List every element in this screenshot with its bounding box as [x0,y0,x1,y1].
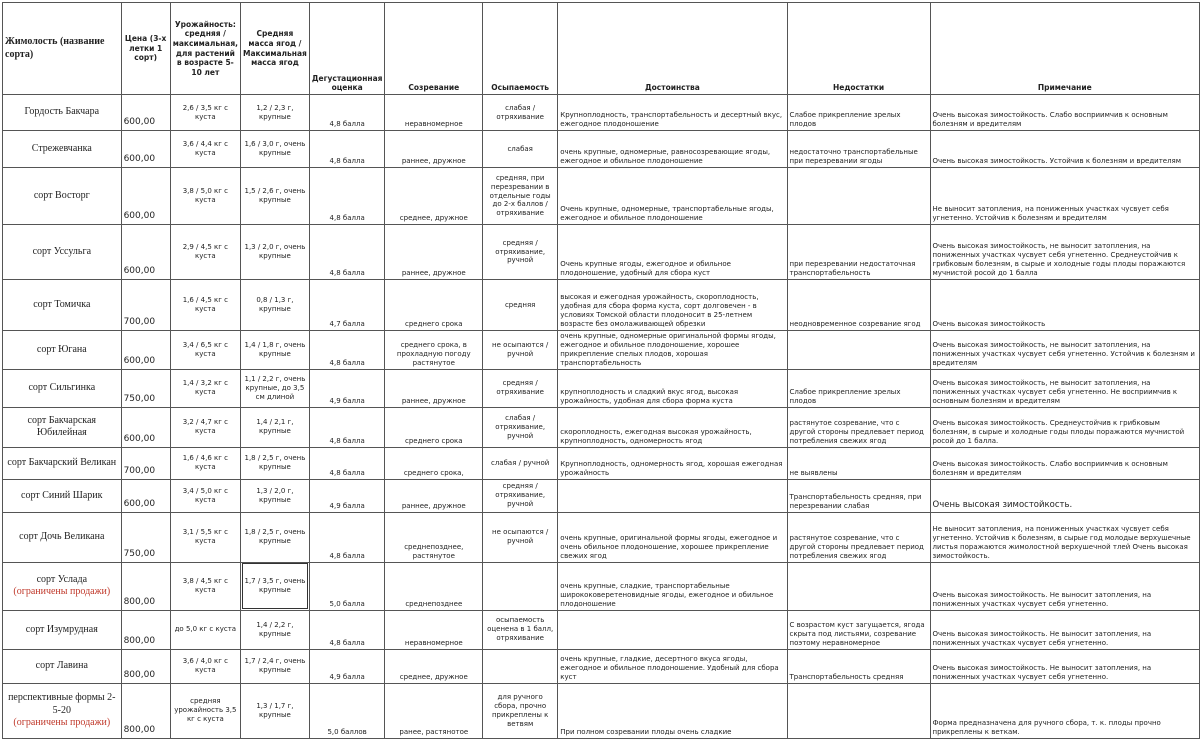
cell-cons[interactable] [787,331,930,370]
header-yield[interactable]: Урожайность: средняя / максимальная, для растений в возрасте 5-10 лет [170,3,240,95]
cell-ripening[interactable]: раннее, дружное [385,479,483,512]
table-body [3,95,1200,739]
header-row [3,3,1200,95]
table-row [3,131,1200,168]
cell-note[interactable]: Не выносит затопления, на пониженных участках чусвует себя угнетенно. Устойчив к болезням и вредителям [930,168,1199,225]
table-row [3,225,1200,280]
cell-price[interactable]: 700,00 [121,447,170,479]
table-row [3,331,1200,370]
cell-shedding[interactable]: осыпаемость оценена в 1 балл, отряхивание [483,610,558,649]
variety-name: сорт Бакчарская Юбилейная [27,414,97,439]
header-taste[interactable]: Дегустационная оценка [309,3,385,95]
header-note[interactable]: Примечание [930,3,1199,95]
table-row [3,562,1200,610]
table-row [3,168,1200,225]
cell-note[interactable]: Очень высокая зимостойкость, не выносит затопления, на пониженных участках чусвует себя угнетенно. Не восприимчив к основным болезням и вредителям [930,369,1199,407]
variety-name: Гордость Бакчара [24,106,100,118]
cell-taste[interactable]: 4,9 балла [309,369,385,407]
cell-pros[interactable]: очень крупные, сладкие, транспортабельные ширококоверетеновидные ягоды, ежегодное и обильное плодоношение [558,562,787,610]
cell-note[interactable]: Очень высокая зимостойкость. Не выносит затопления, на пониженных участках чусвует себя угнетенно. [930,562,1199,610]
cell-note[interactable]: Очень высокая зимостойкость, не выносит затопления, на пониженных участках чусвует себя угнетенно. Устойчив к болезням и вредителям [930,331,1199,370]
cell-name[interactable] [3,683,122,738]
cell-shedding[interactable]: средняя / отряхивание, ручной [483,225,558,280]
cell-cons[interactable]: Слабое прикрепление зрелых плодов [787,95,930,131]
cell-mass[interactable]: 1,2 / 2,3 г, крупные [241,95,310,131]
cell-ripening[interactable]: среднего срока [385,280,483,331]
cell-note[interactable]: Очень высокая зимостойкость. Слабо восприимчив к основным болезням и вредителям [930,447,1199,479]
cell-pros[interactable]: высокая и ежегодная урожайность, скороплодность, удобная для сбора форма куста, сорт долговечен - в условиях Томской области плодоносит в 25-летнем возрасте без омолаживающей обрезки [558,280,787,331]
cell-shedding[interactable]: средняя, при перезревании в отдельные годы до 2-х баллов / отряхивание [483,168,558,225]
sales-limited-note: (ограничены продажи) [13,717,111,729]
cell-ripening[interactable]: среднего срока, [385,447,483,479]
cell-price[interactable]: 600,00 [121,331,170,370]
table-row [3,95,1200,131]
cell-note[interactable]: Не выносит затопления, на пониженных участках чусвует себя угнетенно. Устойчив к болезням, в сырые год молодые верхушечные листья поражаются жимолостной верхушечной тлей Очень высокая зимостойкость. [930,512,1199,562]
cell-cons[interactable]: не выявлены [787,447,930,479]
cell-yield[interactable]: 1,4 / 3,2 кг с куста [170,369,240,407]
cell-cons[interactable] [787,168,930,225]
cell-shedding[interactable]: слабая / отряхивание, ручной [483,407,558,447]
cell-pros[interactable]: очень крупные, одномерные, равносозревающие ягоды, ежегодное и обильное плодоношение [558,131,787,168]
cell-cons[interactable]: С возрастом куст загущается, ягода скрыта под листьями, созревание поэтому неравномерное [787,610,930,649]
cell-taste[interactable]: 4,8 балла [309,225,385,280]
cell-yield[interactable]: 3,1 / 5,5 кг с куста [170,512,240,562]
cell-ripening[interactable]: среднее, дружное [385,168,483,225]
cell-name[interactable] [3,280,122,331]
cell-mass[interactable]: 1,3 / 1,7 г, крупные [241,683,310,738]
cell-taste[interactable]: 4,9 балла [309,649,385,683]
cell-ripening[interactable]: ранее, растянотое [385,683,483,738]
cell-pros[interactable]: Крупноплодность, одномерность ягод, хорошая ежегодная урожайность [558,447,787,479]
cell-shedding[interactable]: слабая [483,131,558,168]
cell-yield[interactable]: 3,6 / 4,0 кг с куста [170,649,240,683]
cell-note[interactable]: Очень высокая зимостойкость. Среднеустойчив к грибковым болезням, в сырые и холодные годы плоды поражаются мучнистой росой до 1 балла. [930,407,1199,447]
cell-shedding[interactable]: для ручного сбора, прочно прикреплены к ветвям [483,683,558,738]
cell-name[interactable] [3,131,122,168]
cell-mass[interactable]: 1,5 / 2,6 г, очень крупные [241,168,310,225]
variety-name: сорт Сильгинка [28,382,96,394]
cell-taste[interactable]: 4,8 балла [309,447,385,479]
cell-cons[interactable]: неодновременное созревание ягод [787,280,930,331]
cell-taste[interactable]: 4,8 балла [309,131,385,168]
cell-mass[interactable]: 1,3 / 2,0 г, очень крупные [241,225,310,280]
cell-cons[interactable]: недостаточно транспортабельные при перезревании ягоды [787,131,930,168]
table-row [3,447,1200,479]
cell-cons[interactable] [787,683,930,738]
header-pros[interactable]: Достоинства [558,3,787,95]
cell-mass[interactable]: 0,8 / 1,3 г, крупные [241,280,310,331]
cell-price[interactable]: 700,00 [121,280,170,331]
cell-shedding[interactable]: средняя / отряхивание [483,369,558,407]
cell-taste[interactable]: 4,8 балла [309,407,385,447]
cell-price[interactable]: 800,00 [121,683,170,738]
cell-cons[interactable]: Слабое прикрепление зрелых плодов [787,369,930,407]
cell-pros[interactable]: Очень крупные ягоды, ежегодное и обильное плодоношение, удобный для сбора куст [558,225,787,280]
varieties-table [2,2,1200,739]
cell-name[interactable] [3,369,122,407]
table-row [3,369,1200,407]
cell-pros[interactable]: очень крупные, гладкие, десертного вкуса ягоды, ежегодное и обильное плодоношение. Удобный для сбора куст [558,649,787,683]
cell-mass[interactable]: 1,7 / 3,5 г, очень крупные [241,562,310,610]
cell-taste[interactable]: 4,8 балла [309,512,385,562]
table-row [3,407,1200,447]
cell-cons[interactable]: при перезревании недостаточная транспортабельность [787,225,930,280]
cell-note[interactable]: Очень высокая зимостойкость. Не выносит затопления, на пониженных участках чусвует себя угнетенно. [930,649,1199,683]
cell-yield[interactable]: средняя урожайность 3,5 кг с куста [170,683,240,738]
cell-name[interactable] [3,447,122,479]
cell-shedding[interactable]: не осыпаются / ручной [483,331,558,370]
cell-yield[interactable]: 3,6 / 4,4 кг с куста [170,131,240,168]
header-shedding[interactable]: Осыпаемость [483,3,558,95]
cell-taste[interactable]: 4,8 балла [309,331,385,370]
cell-cons[interactable]: Транспортабельность средняя, при перезревании слабая [787,479,930,512]
cell-shedding[interactable] [483,562,558,610]
cell-mass[interactable]: 1,6 / 3,0 г, очень крупные [241,131,310,168]
cell-note[interactable]: Очень высокая зимостойкость. Не выносит затопления, на пониженных участках чусвует себя угнетенно. [930,610,1199,649]
cell-name[interactable] [3,331,122,370]
cell-shedding[interactable]: средняя [483,280,558,331]
cell-note[interactable]: Очень высокая зимостойкость. Слабо восприимчив к основным болезням и вредителям [930,95,1199,131]
variety-name: сорт Дочь Великана [19,531,105,543]
header-cons[interactable]: Недостатки [787,3,930,95]
variety-name: сорт Изумрудная [25,623,98,635]
cell-ripening[interactable]: раннее, дружное [385,131,483,168]
cell-name[interactable] [3,95,122,131]
variety-name: сорт Уссульга [32,245,92,257]
table-row [3,512,1200,562]
cell-price[interactable]: 800,00 [121,610,170,649]
table-row [3,280,1200,331]
variety-name: сорт Лавина [35,660,88,672]
cell-name[interactable] [3,562,122,610]
cell-pros[interactable]: Очень крупные, одномерные, транспортабельные ягоды, ежегодное и обильное плодоношение [558,168,787,225]
cell-cons[interactable]: растянутое созревание, что с другой стороны предлевает период потребления свежих ягод [787,512,930,562]
cell-price[interactable]: 600,00 [121,407,170,447]
cell-yield[interactable]: 1,6 / 4,6 кг с куста [170,447,240,479]
cell-shedding[interactable]: слабая / отряхивание [483,95,558,131]
header-mass[interactable]: Средняя масса ягод / Максимальная масса ягод [241,3,310,95]
cell-name[interactable] [3,168,122,225]
cell-cons[interactable] [787,562,930,610]
cell-ripening[interactable]: среднее, дружное [385,649,483,683]
cell-price[interactable]: 800,00 [121,562,170,610]
cell-yield[interactable]: 3,8 / 4,5 кг с куста [170,562,240,610]
cell-yield[interactable]: 3,4 / 6,5 кг с куста [170,331,240,370]
cell-name[interactable] [3,512,122,562]
cell-taste[interactable]: 5,0 баллов [309,683,385,738]
cell-price[interactable]: 750,00 [121,512,170,562]
cell-name[interactable] [3,407,122,447]
cell-pros[interactable] [558,610,787,649]
cell-taste[interactable]: 4,8 балла [309,168,385,225]
cell-price[interactable]: 600,00 [121,225,170,280]
cell-ripening[interactable]: среднего срока [385,407,483,447]
cell-mass[interactable]: 1,8 / 2,5 г, очень крупные [241,447,310,479]
cell-yield[interactable]: 3,2 / 4,7 кг с куста [170,407,240,447]
cell-ripening[interactable]: раннее, дружное [385,225,483,280]
cell-yield[interactable]: 3,8 / 5,0 кг с куста [170,168,240,225]
cell-yield[interactable]: 2,9 / 4,5 кг с куста [170,225,240,280]
variety-name: сорт Услада [36,573,88,585]
cell-shedding[interactable]: не осыпаются / ручной [483,512,558,562]
cell-yield[interactable]: 2,6 / 3,5 кг с куста [170,95,240,131]
table-row [3,683,1200,738]
table-row [3,479,1200,512]
cell-mass[interactable]: 1,8 / 2,5 г, очень крупные [241,512,310,562]
cell-note[interactable]: Очень высокая зимостойкость. Устойчив к болезням и вредителям [930,131,1199,168]
cell-price[interactable]: 750,00 [121,369,170,407]
cell-ripening[interactable]: среднепозднее [385,562,483,610]
cell-ripening[interactable]: неравномерное [385,610,483,649]
cell-name[interactable] [3,649,122,683]
table-row [3,649,1200,683]
cell-mass[interactable]: 1,3 / 2,0 г, крупные [241,479,310,512]
cell-yield[interactable]: 3,4 / 5,0 кг с куста [170,479,240,512]
cell-ripening[interactable]: неравномерное [385,95,483,131]
cell-shedding[interactable]: слабая / ручной [483,447,558,479]
cell-ripening[interactable]: раннее, дружное [385,369,483,407]
cell-price[interactable]: 600,00 [121,168,170,225]
variety-name: сорт Синий Шарик [21,489,103,501]
cell-cons[interactable]: Транспортабельность средняя [787,649,930,683]
cell-mass[interactable]: 1,7 / 2,4 г, очень крупные [241,649,310,683]
header-name[interactable]: Жимолость (название сорта) [3,3,122,95]
header-ripening[interactable]: Созревание [385,3,483,95]
variety-name: сорт Бакчарский Великан [7,457,117,469]
cell-taste[interactable]: 4,8 балла [309,610,385,649]
cell-mass[interactable]: 1,4 / 2,1 г, крупные [241,407,310,447]
cell-cons[interactable]: растянутое созревание, что с другой стороны предлевает период потребления свежих ягод [787,407,930,447]
cell-yield[interactable]: до 5,0 кг с куста [170,610,240,649]
header-price[interactable]: Цена (3-х летки 1 сорт) [121,3,170,95]
cell-taste[interactable]: 4,8 балла [309,95,385,131]
sales-limited-note: (ограничены продажи) [13,586,111,598]
cell-pros[interactable] [558,479,787,512]
variety-name: сорт Югана [36,343,87,355]
variety-name: сорт Восторг [33,189,90,201]
cell-note[interactable]: Очень высокая зимостойкость, не выносит затопления, на пониженных участках чусвует себя угнетенно. Среднеустойчив к грибковым болезням, в сырые и холодные годы плоды поражаются мучнистой росой до 1 балла [930,225,1199,280]
cell-price[interactable]: 600,00 [121,95,170,131]
cell-shedding[interactable]: средняя / отряхивание, ручной [483,479,558,512]
cell-mass[interactable]: 1,4 / 2,2 г, крупные [241,610,310,649]
cell-pros[interactable]: Крупноплодность, транспортабельность и десертный вкус, ежегодное плодоношение [558,95,787,131]
cell-note[interactable]: Очень высокая зимостойкость [930,280,1199,331]
cell-name[interactable] [3,225,122,280]
cell-price[interactable]: 600,00 [121,479,170,512]
cell-mass[interactable]: 1,4 / 1,8 г, очень крупные [241,331,310,370]
cell-mass[interactable]: 1,1 / 2,2 г, очень крупные, до 3,5 см длиной [241,369,310,407]
cell-taste[interactable]: 4,9 балла [309,479,385,512]
cell-price[interactable]: 600,00 [121,131,170,168]
cell-ripening[interactable]: среднего срока, в прохладную погоду растянутое [385,331,483,370]
table-row [3,610,1200,649]
variety-name: перспективные формы 2-5-20 [8,692,116,716]
variety-name: сорт Томичка [33,298,91,310]
cell-name[interactable] [3,610,122,649]
cell-note[interactable]: Очень высокая зимостойкость. [930,479,1199,512]
cell-pros[interactable]: При полном созревании плоды очень сладкие [558,683,787,738]
cell-pros[interactable]: крупноплодность и сладкий вкус ягод, высокая урожайность, удобная для сбора форма куста [558,369,787,407]
cell-shedding[interactable] [483,649,558,683]
cell-ripening[interactable]: среднепозднее, растянутое [385,512,483,562]
cell-price[interactable]: 800,00 [121,649,170,683]
cell-pros[interactable]: очень крупные, оригинальной формы ягоды, ежегодное и очень обильное плодоношение, хорошее прикрепление свежих ягод [558,512,787,562]
variety-name: Стрежевчанка [31,142,92,154]
cell-name[interactable] [3,479,122,512]
cell-taste[interactable]: 4,7 балла [309,280,385,331]
cell-note[interactable]: Форма предназначена для ручного сбора, т. к. плоды прочно прикреплены к веткам. [930,683,1199,738]
cell-pros[interactable]: скороплодность, ежегодная высокая урожайность, крупноплодность, одномерность ягод [558,407,787,447]
cell-yield[interactable]: 1,6 / 4,5 кг с куста [170,280,240,331]
cell-taste[interactable]: 5,0 балла [309,562,385,610]
cell-pros[interactable]: очень крупные, одномерные оригинальной формы ягоды, ежегодное и обильное плодоношение, хорошее прикрепление спелых плодов, хорошая транспортабельность [558,331,787,370]
